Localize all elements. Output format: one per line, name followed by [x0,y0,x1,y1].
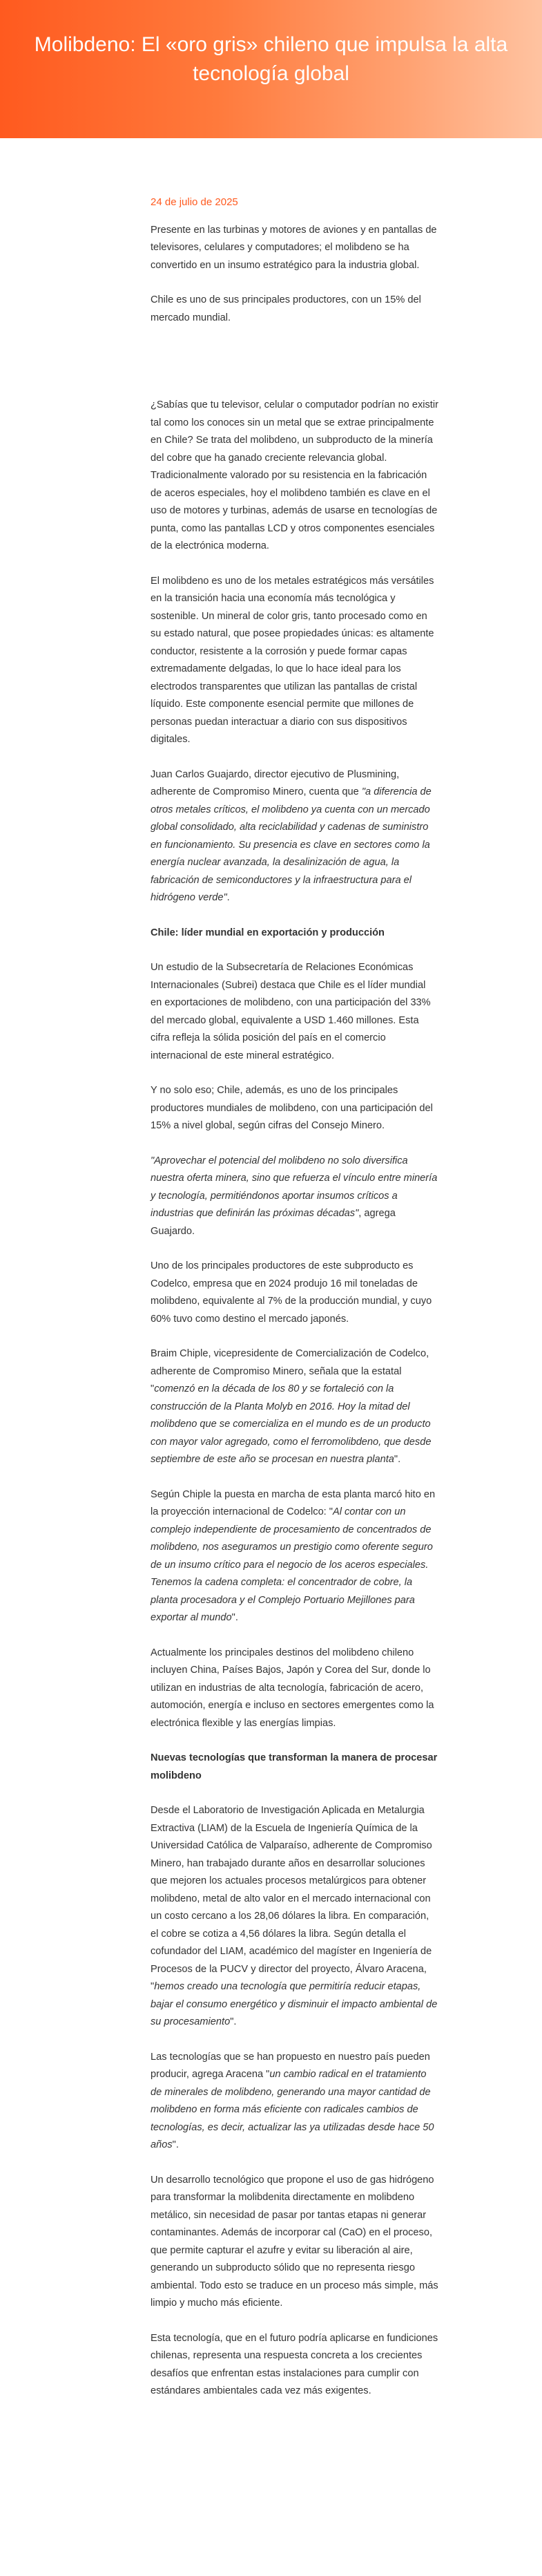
body-paragraph: Un desarrollo tecnológico que propone el uso de gas hidrógeno para transformar la molibdenita directamente en molibdeno metálico, sin necesidad de pasar por tantas etapas ni generar contaminantes. Además de incorporar cal (CaO) en el proceso, que permite capturar el azufre y evitar su liberación al aire, generando un subproducto sólido que no representa riesgo ambiental. Todo esto se traduce en un proceso más simple, más limpio y mucho más eficiente. [151,2174,438,2309]
body-paragraph: ¿Sabías que tu televisor, celular o computador podrían no existir tal como los conoces sin un metal que se extrae principalmente en Chile? Se trata del molibdeno, un subproducto de la minería del cobre que ha ganado creciente relevancia global. Tradicionalmente valorado por su resistencia en la fabricación de aceros especiales, hoy el molibdeno también es clave en el uso de motores y turbinas, además de usarse en tecnologías de punta, como las pantallas LCD y otros componentes esenciales de la electrónica moderna. [151,399,438,551]
intro-paragraph: Presente en las turbinas y motores de aviones y en pantallas de televisores, celulares y computadores; el molibdeno se ha convertido en un insumo estratégico para la industria global. [151,224,437,271]
body-paragraph [151,1153,439,1241]
body-paragraph: Y no solo eso; Chile, además, es uno de los principales productores mundiales de molibdeno, con una participación del 15% a nivel global, según cifras del Consejo Minero. [151,1085,433,1131]
quote-text: "Aprovechar el potencial del molibdeno no solo diversifica nuestra oferta minera, sino que refuerza el vínculo entre minería y tecnología, permitiéndonos aportar insumos críticos a industrias que definirán las próximas décadas" [151,1155,438,1219]
quote-text: comenzó en la década de los 80 y se fortaleció con la construcción de la Planta Molyb en 2016. Hoy la mitad del molibdeno que se comercializa en el mundo es de un producto con mayor valor agregado, como el ferromolibdeno, que desde septiembre de este año se procesan en nuestra planta [151,1383,432,1465]
paragraph-text: . [226,892,230,903]
body-paragraph [151,766,439,907]
paragraph-text: Juan Carlos Guajardo, director ejecutivo de Plusmining, adherente de Compromiso Minero, cuenta que [151,768,400,797]
paragraph-text: ". [230,2016,237,2027]
body-paragraph [151,1486,439,1627]
body-paragraph [151,1802,439,2032]
paragraph-text: Las tecnologías que se han propuesto en nuestro país pueden producir, agrega Aracena " [151,2051,430,2080]
paragraph-text: Desde el Laboratorio de Investigación Aplicada en Metalurgia Extractiva (LIAM) de la Escuela de Ingeniería Química de la Universidad Católica de Valparaíso, adherente de Compromiso Minero, han trabajado durante años en desarrollar soluciones que mejoren los actuales procesos metalúrgicos para obtener molibdeno, metal de alto valor en el mercado internacional con un costo cercano a los 28,06 dólares la libra. En comparación, el cobre se cotiza a 4,56 dólares la libra. Según detalla el cofundador del LIAM, académico del magíster en Ingeniería de Procesos de la PUCV y director del proyecto, Álvaro Aracena, " [151,1805,432,1992]
intro-paragraph: Chile es uno de sus principales productores, con un 15% del mercado mundial. [151,294,421,323]
body-paragraph [151,2049,439,2154]
paragraph-text: ". [231,1612,238,1623]
body-paragraph: Actualmente los principales destinos del molibdeno chileno incluyen China, Países Bajos, Japón y Corea del Sur, donde lo utilizan en industrias de alta tecnología, fabricación de acero, automoción, energía e incluso en sectores emergentes como la electrónica flexible y las energías limpias. [151,1647,434,1729]
quote-text: Al contar con un complejo independiente de procesamiento de concentrados de molibdeno, nos aseguramos un prestigio como oferente seguro de un insumo crítico para el negocio de los aceros especiales. Tenemos la cadena completa: el concentrador de cobre, la planta procesadora y el Complejo Portuario Mejillones para exportar al mundo [151,1506,433,1623]
article-body [151,193,439,2418]
body-paragraph: Un estudio de la Subsecretaría de Relaciones Económicas Internacionales (Subrei) destaca que Chile es el líder mundial en exportaciones de molibdeno, con una participación del 33% del mercado global, equivalente a USD 1.460 millones. Esta cifra refleja la sólida posición del país en el comercio internacional de este mineral estratégico. [151,962,431,1061]
page-title: Molibdeno: El «oro gris» chileno que impulsa la alta tecnología global [34,33,508,85]
paragraph-text: , agrega Guajardo. [151,1208,396,1237]
body-paragraph: Esta tecnología, que en el futuro podría aplicarse en fundiciones chilenas, representa una respuesta concreta a los crecientes desafíos que enfrentan estas instalaciones para cumplir con estándares ambientales cada vez más exigentes. [151,2332,438,2396]
paragraph-text: Braim Chiple, vicepresidente de Comercialización de Codelco, adherente de Compromiso Minero, señala que la estatal " [151,1348,429,1394]
hero-banner [0,0,542,138]
quote-text: un cambio radical en el tratamiento de minerales de molibdeno, generando una mayor cantidad de molibdeno en forma más eficiente con radicales cambios de tecnologías, es decir, actualizar las ya utilizadas desde hace 50 años [151,2069,434,2150]
article-date: 24 de julio de 2025 [151,196,238,208]
quote-text: "a diferencia de otros metales críticos, el molibdeno ya cuenta con un mercado global consolidado, alta reciclabilidad y cadenas de suministro en funcionamiento. Su presencia es clave en sectores como la energía nuclear avanzada, la desalinización de agua, la fabricación de semiconductores y la infraestructura para el hidrógeno verde" [151,786,432,903]
paragraph-text: ". [172,2139,179,2150]
body-paragraph [151,1345,439,1469]
section-heading: Chile: líder mundial en exportación y producción [151,927,385,938]
body-paragraph: Uno de los principales productores de este subproducto es Codelco, empresa que en 2024 produjo 16 mil toneladas de molibdeno, equivalente al 7% de la producción mundial, y cuyo 60% tuvo como destino el mercado japonés. [151,1260,432,1325]
quote-text: hemos creado una tecnología que permitiría reducir etapas, bajar el consumo energético y disminuir el impacto ambiental de su procesamiento [151,1981,438,2027]
body-paragraph: El molibdeno es uno de los metales estratégicos más versátiles en la transición hacia una economía más tecnológica y sostenible. Un mineral de color gris, tanto procesado como en su estado natural, que posee propiedades únicas: es altamente conductor, resistente a la corrosión y puede formar capas extremadamente delgadas, lo que lo hace ideal para los electrodos transparentes que utilizan las pantallas de cristal líquido. Este componente esencial permite que millones de personas puedan interactuar a diario con sus dispositivos digitales. [151,575,434,745]
section-heading: Nuevas tecnologías que transforman la manera de procesar molibdeno [151,1752,438,1781]
paragraph-text: ". [394,1454,401,1465]
paragraph-text: Según Chiple la puesta en marcha de esta planta marcó hito en la proyección internacional de Codelco: " [151,1488,436,1517]
